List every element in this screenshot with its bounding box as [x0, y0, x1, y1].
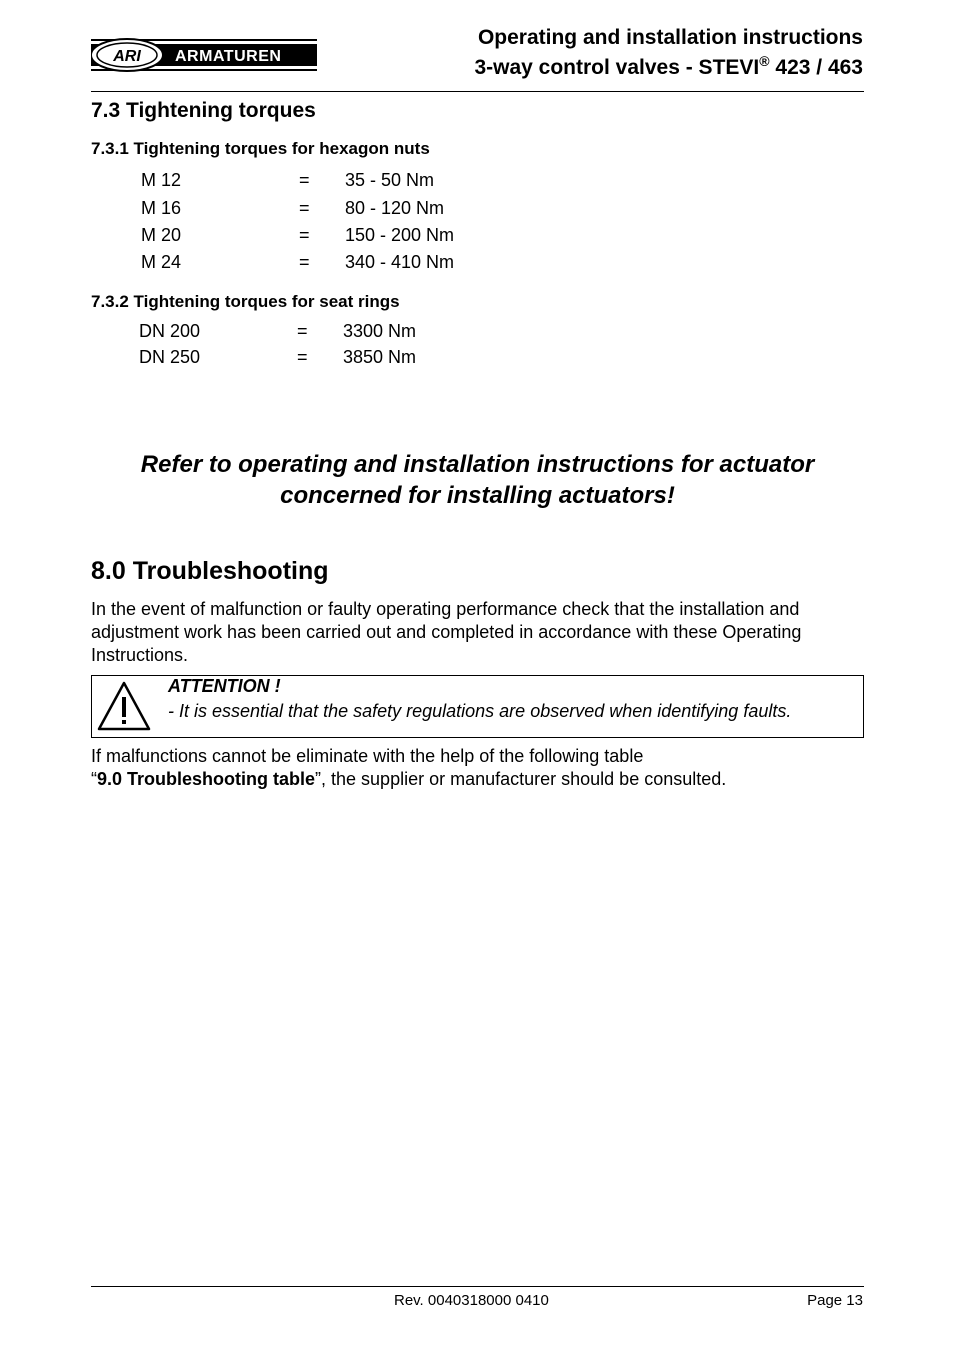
header-title-line2: 3-way control valves - STEVI® 423 / 463 [474, 53, 863, 79]
table-row-eq: = [299, 225, 310, 245]
table-row-eq: = [297, 347, 308, 367]
table-row-size: M 16 [141, 198, 182, 218]
table-row-value: 3850 Nm [343, 347, 417, 367]
footer-divider [91, 1286, 864, 1287]
ari-armaturen-logo [91, 36, 317, 74]
table-row-value: 80 - 120 Nm [345, 198, 445, 218]
outro-line1: If malfunctions cannot be eliminate with the help of the following table [91, 746, 644, 766]
svg-text:ARMATUREN: ARMATUREN [175, 48, 282, 65]
section-heading-8-0: 8.0 Troubleshooting [91, 557, 329, 585]
table-row-size: M 24 [141, 252, 182, 272]
table-row-size: DN 200 [139, 321, 201, 341]
table-row-value: 340 - 410 Nm [345, 252, 455, 272]
attention-text: - It is essential that the safety regulations are observed when identifying faults. [168, 701, 792, 721]
svg-text:ARI: ARI [113, 48, 141, 65]
subsection-heading-7-3-2: 7.3.2 Tightening torques for seat rings [91, 292, 400, 311]
revision-number: Rev. 0040318000 0410 [394, 1292, 549, 1309]
actuator-notice [91, 449, 864, 511]
table-row-eq: = [299, 252, 310, 272]
header-divider [91, 91, 864, 92]
table-row-eq: = [299, 170, 310, 190]
table-row-eq: = [299, 198, 310, 218]
warning-icon [96, 680, 152, 732]
table-row-value: 150 - 200 Nm [345, 225, 455, 245]
troubleshooting-intro: In the event of malfunction or faulty operating performance check that the installation and adjustment work has been carried out and completed in accordance with these Operating Instructions. [91, 599, 802, 665]
table-row-size: DN 250 [139, 347, 201, 367]
header-title-line1: Operating and installation instructions [477, 26, 863, 49]
page-number: Page 13 [807, 1292, 863, 1309]
actuator-notice-line2: concerned for installing actuators! [280, 482, 675, 509]
troubleshooting-outro [91, 745, 864, 791]
subsection-heading-7-3-1: 7.3.1 Tightening torques for hexagon nuts [91, 139, 430, 158]
troubleshooting-table-reference: 9.0 Troubleshooting table [97, 769, 316, 789]
section-heading-7-3: 7.3 Tightening torques [91, 99, 316, 122]
table-row-size: M 20 [141, 225, 182, 245]
table-row-value: 35 - 50 Nm [345, 170, 435, 190]
table-row-value: 3300 Nm [343, 321, 417, 341]
actuator-notice-line1: Refer to operating and installation instructions for actuator [140, 451, 815, 478]
attention-title: ATTENTION ! [168, 676, 281, 696]
table-row-size: M 12 [141, 170, 182, 190]
table-row-eq: = [297, 321, 308, 341]
outro-line2: “9.0 Troubleshooting table”, the supplier or manufacturer should be consulted. [91, 769, 727, 789]
